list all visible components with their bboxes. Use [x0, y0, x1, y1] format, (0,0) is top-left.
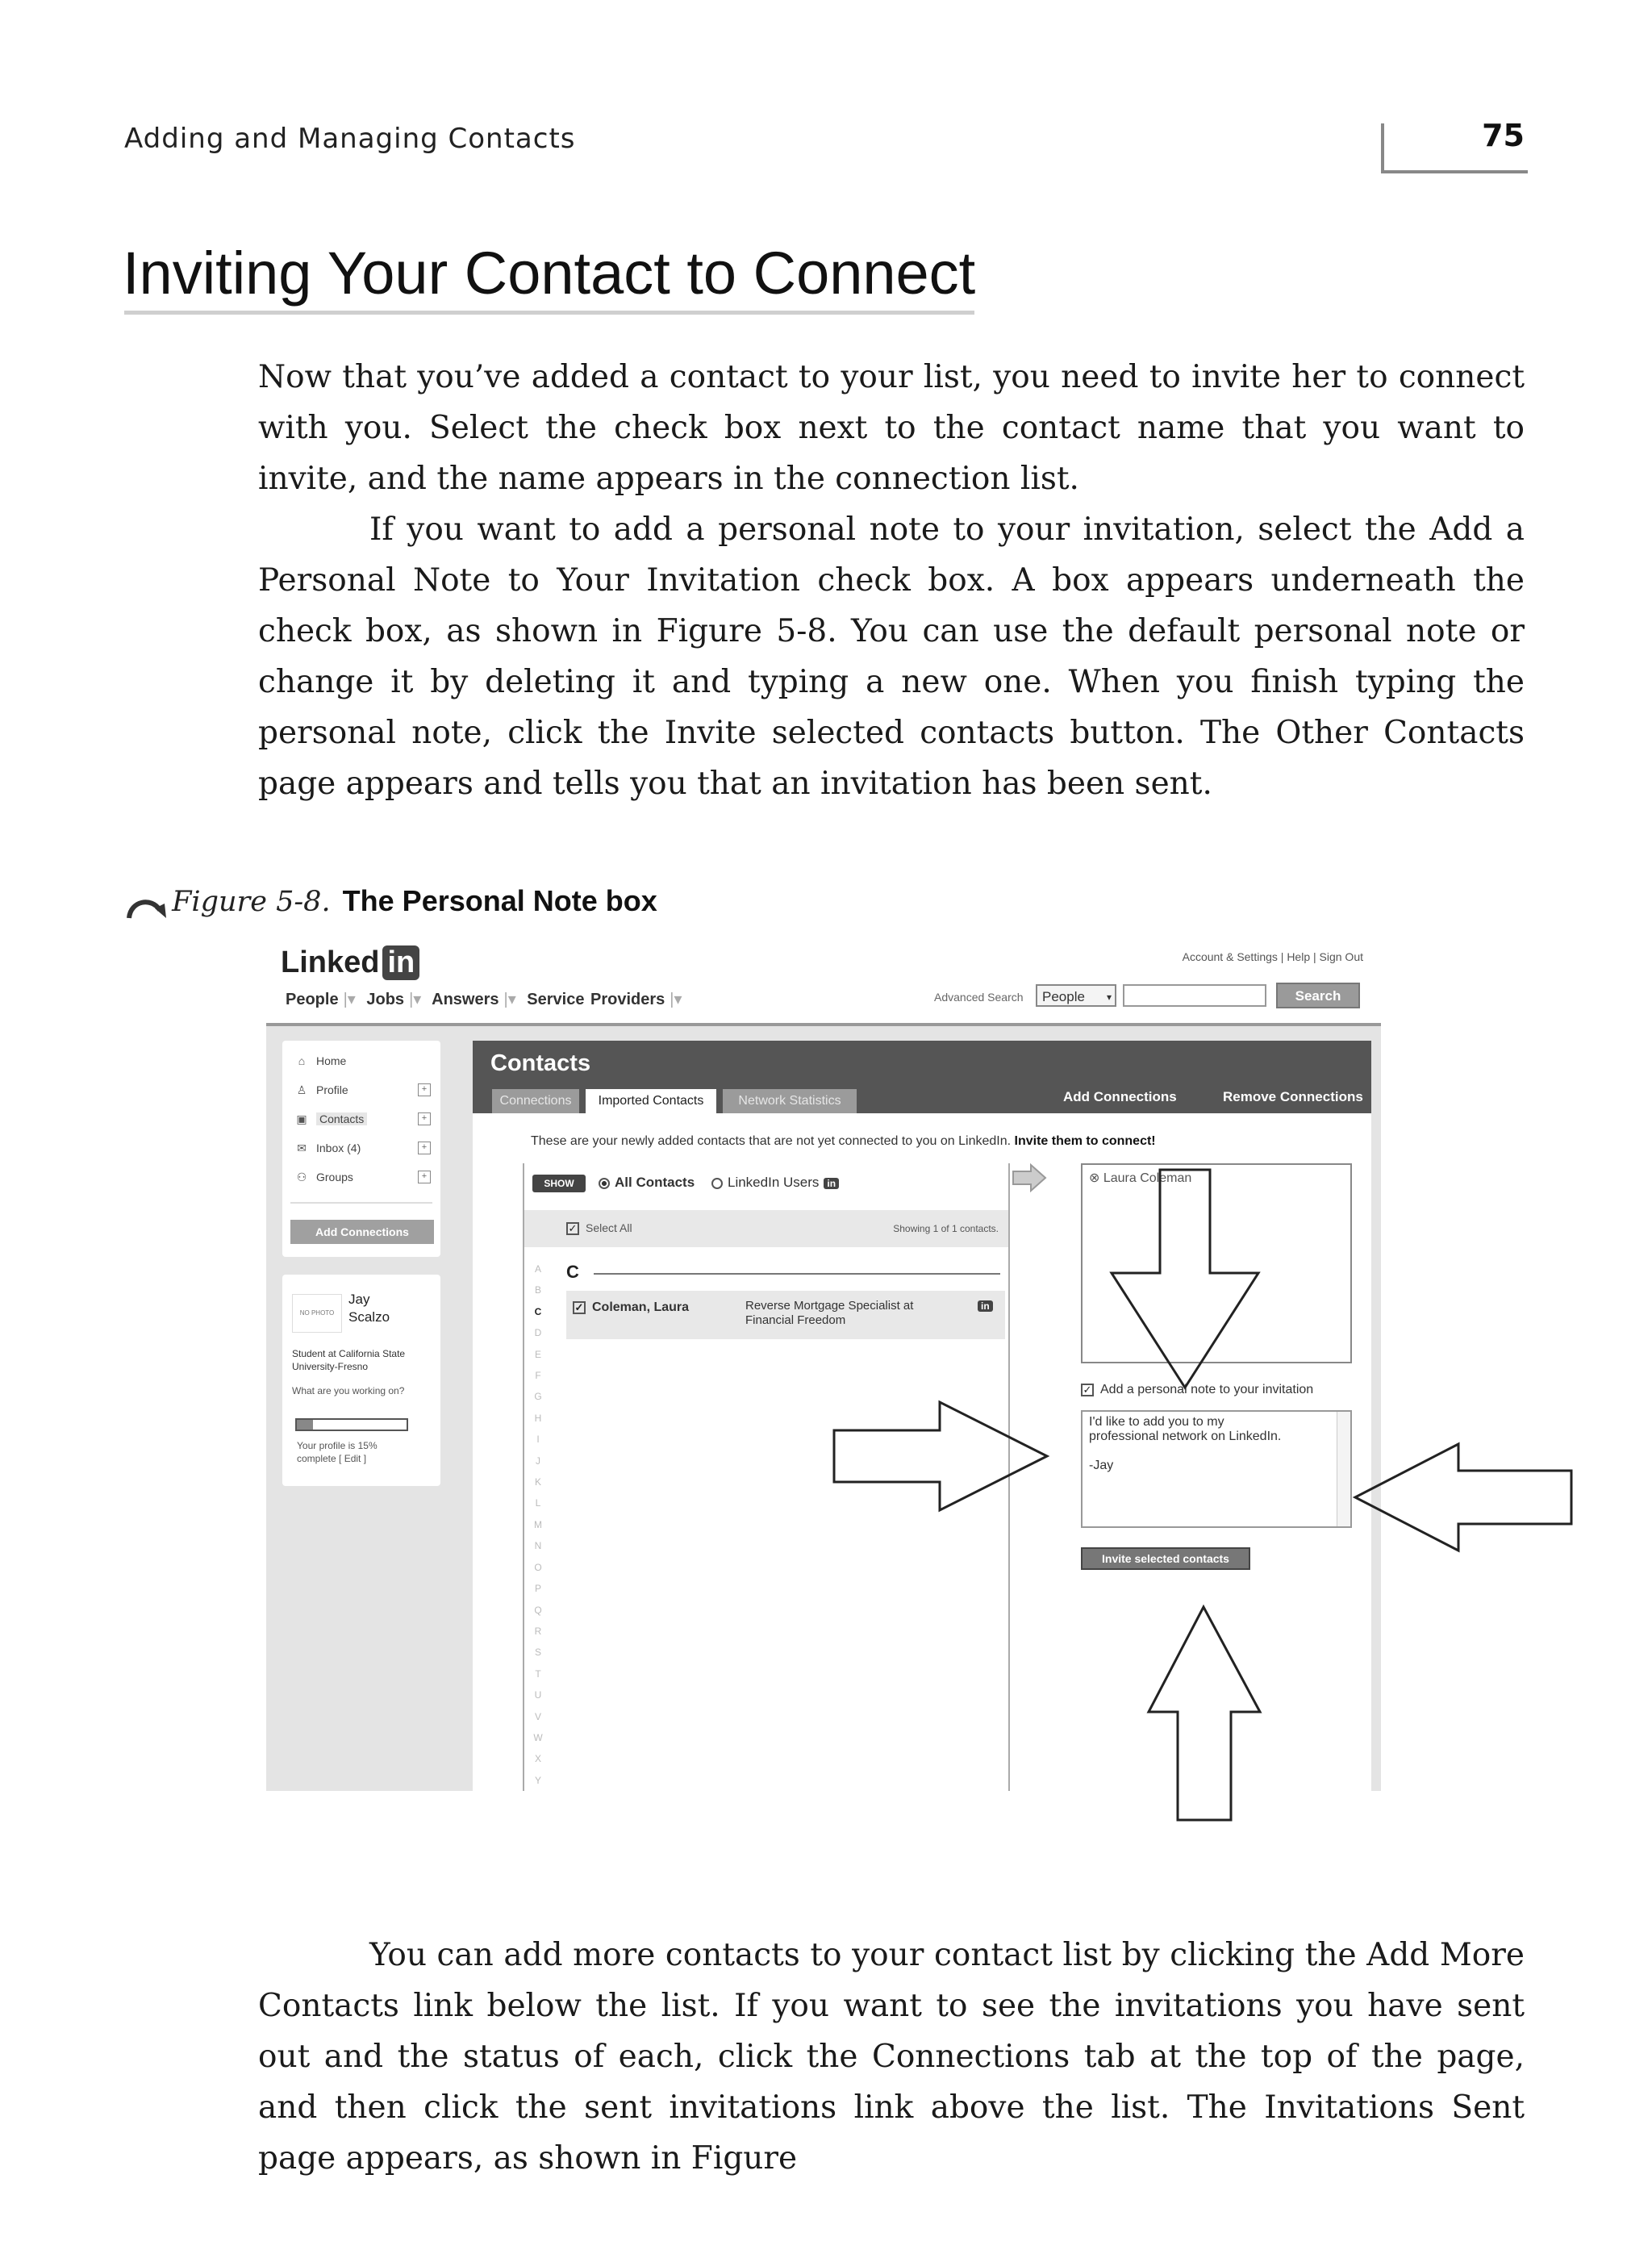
add-connections-button[interactable]: Add Connections	[290, 1220, 434, 1244]
radio-icon	[711, 1178, 723, 1189]
nav-service-providers[interactable]: Service Providers	[527, 991, 665, 1008]
alphabet-letter[interactable]: F	[535, 1370, 541, 1382]
person-icon: ♙	[296, 1083, 307, 1096]
contacts-icon: ▣	[296, 1112, 307, 1125]
tab-connections[interactable]: Connections	[492, 1089, 579, 1113]
tab-network-statistics[interactable]: Network Statistics	[723, 1089, 857, 1113]
alphabet-letter[interactable]: N	[534, 1540, 542, 1552]
alphabet-letter[interactable]: B	[534, 1284, 541, 1296]
profile-completion: Your profile is 15% complete [ Edit ]	[297, 1440, 378, 1464]
profile-name[interactable]: Jay Scalzo	[348, 1292, 390, 1325]
contacts-header	[473, 1041, 1371, 1113]
figure-arrow-icon	[124, 894, 168, 921]
alphabet-letter[interactable]: Q	[534, 1604, 542, 1616]
paragraph-2: If you want to add a personal note to your invitation, select the Add a Personal Note to Your Invitation check box. A box appears underneath the check box, as shown in Figure 5-8. You can use the default personal note or change it by deleting it and typing a new one. When you finish typing the personal note, click the Invite selected contacts button. The Other Contacts page appears and tells you that an invitation has been sent.	[258, 511, 1525, 802]
contact-checkbox[interactable]: ✓ Coleman, Laura	[573, 1300, 689, 1315]
add-connections-link[interactable]: Add Connections	[1063, 1089, 1177, 1104]
alphabet-letter[interactable]: P	[534, 1583, 541, 1595]
alphabet-letter[interactable]: U	[534, 1689, 542, 1701]
contact-list	[523, 1163, 1010, 1791]
filter-row	[524, 1163, 1008, 1204]
profile-headline: Student at California State University-Fresno	[292, 1348, 406, 1372]
radio-icon	[599, 1178, 610, 1189]
show-label: SHOW	[532, 1175, 586, 1192]
advanced-search-link[interactable]: Advanced Search	[934, 991, 1024, 1004]
showing-count: Showing 1 of 1 contacts.	[893, 1223, 999, 1234]
alphabet-letter[interactable]: S	[534, 1647, 541, 1659]
search-input[interactable]	[1123, 984, 1266, 1007]
filter-linkedin-users[interactable]: LinkedIn Users in	[711, 1175, 839, 1191]
alphabet-letter[interactable]: G	[534, 1391, 542, 1403]
home-icon: ⌂	[298, 1054, 306, 1067]
body-text-top	[258, 352, 1525, 809]
sidebar-item-contacts[interactable]: ▣ Contacts +	[294, 1107, 431, 1131]
running-header: Adding and Managing Contacts	[124, 123, 576, 155]
expand-icon[interactable]: +	[418, 1083, 431, 1096]
linkedin-screenshot	[266, 936, 1381, 1791]
contacts-panel	[473, 1041, 1371, 1791]
select-all-row	[524, 1210, 1008, 1247]
scrollbar[interactable]	[1337, 1412, 1350, 1526]
alphabet-index[interactable]	[524, 1258, 552, 1791]
status-prompt[interactable]: What are you working on?	[292, 1385, 405, 1396]
remove-icon[interactable]: ⊗	[1089, 1171, 1100, 1185]
section-title-underline	[124, 311, 974, 315]
alphabet-letter[interactable]: E	[534, 1348, 541, 1360]
main-nav: People |▾ Jobs |▾ Answers |▾ Service Providers |▾	[286, 991, 682, 1008]
nav-answers[interactable]: Answers	[432, 991, 499, 1008]
inbox-icon: ✉	[297, 1142, 307, 1154]
sidebar-item-groups[interactable]: ⚇ Groups +	[294, 1165, 431, 1189]
profile-progress-fill	[297, 1420, 313, 1430]
nav-people[interactable]: People	[286, 991, 339, 1008]
profile-card	[282, 1275, 440, 1486]
alphabet-letter[interactable]: K	[534, 1476, 541, 1488]
checkbox-icon: ✓	[573, 1301, 586, 1314]
alphabet-letter[interactable]: C	[534, 1305, 542, 1317]
alphabet-letter[interactable]: V	[534, 1710, 541, 1722]
alphabet-letter[interactable]: L	[535, 1497, 541, 1509]
alphabet-letter[interactable]: H	[534, 1412, 542, 1424]
search-scope-select[interactable]: People ▾	[1036, 984, 1116, 1007]
body-text-bottom	[258, 1930, 1525, 2184]
page-title: Contacts	[490, 1050, 591, 1076]
personal-note-checkbox[interactable]: ✓ Add a personal note to your invitation	[1081, 1383, 1313, 1397]
search-button[interactable]: Search	[1276, 983, 1360, 1008]
group-letter: C	[566, 1262, 579, 1282]
select-all-checkbox[interactable]: ✓ Select All	[566, 1221, 632, 1235]
callout-arrow-left-icon	[1355, 1444, 1571, 1551]
checkbox-icon: ✓	[1081, 1384, 1094, 1396]
arrow-right-icon	[1012, 1163, 1047, 1192]
figure-title: The Personal Note box	[342, 884, 657, 917]
paragraph-3: You can add more contacts to your contact list by clicking the Add More Contacts link below the list. If you want to see the invitations you have sent out and the status of each, click the Connections tab at the top of the page, and then click the sent invitations link above the list. The Invitations Sent page appears, as shown in Figure	[258, 1937, 1525, 2177]
linkedin-logo[interactable]: Linked in	[281, 945, 419, 980]
alphabet-letter[interactable]: T	[535, 1668, 541, 1680]
alphabet-letter[interactable]: Y	[534, 1774, 541, 1786]
nav-jobs[interactable]: Jobs	[366, 991, 405, 1008]
expand-icon[interactable]: +	[418, 1171, 431, 1183]
invite-selected-contacts-button[interactable]: Invite selected contacts	[1081, 1547, 1250, 1570]
selected-contacts-box	[1081, 1163, 1352, 1363]
personal-note-textarea[interactable]	[1081, 1410, 1352, 1528]
linkedin-icon: in	[978, 1300, 993, 1312]
figure-number: Figure 5-8.	[172, 886, 331, 918]
page-number: 75	[1482, 118, 1525, 153]
profile-progress-bar	[295, 1418, 408, 1431]
alphabet-letter[interactable]: D	[534, 1327, 542, 1339]
group-divider	[594, 1273, 1000, 1275]
alphabet-letter[interactable]: A	[534, 1263, 541, 1275]
filter-all-contacts[interactable]: All Contacts	[599, 1175, 695, 1191]
expand-icon[interactable]: +	[418, 1112, 431, 1125]
sidebar-item-inbox[interactable]: ✉ Inbox (4) +	[294, 1136, 431, 1160]
figure-caption	[124, 884, 657, 921]
contact-title: Reverse Mortgage Specialist at Financial Freedom	[745, 1299, 914, 1327]
selected-contact[interactable]: ⊗ Laura Coleman	[1089, 1171, 1192, 1185]
personal-note-text: I'd like to add you to my professional network on LinkedIn. -Jay	[1089, 1415, 1282, 1472]
alphabet-letter[interactable]: R	[534, 1625, 542, 1637]
alphabet-letter[interactable]: I	[536, 1434, 540, 1446]
alphabet-letter[interactable]: O	[534, 1561, 542, 1573]
chevron-down-icon: ▾	[1106, 991, 1112, 1003]
table-row[interactable]	[566, 1291, 1005, 1339]
alphabet-letter[interactable]: W	[533, 1731, 543, 1743]
paragraph-1: Now that you’ve added a contact to your list, you need to invite her to connect with you. Select the check box next to the contact name that you want to invite, and the name appears in the connection list.	[258, 359, 1525, 497]
expand-icon[interactable]: +	[418, 1142, 431, 1154]
remove-connections-link[interactable]: Remove Connections	[1223, 1089, 1363, 1104]
account-links[interactable]: Account & Settings | Help | Sign Out	[1182, 950, 1363, 963]
sidebar-item-profile[interactable]: ♙ Profile +	[294, 1078, 431, 1102]
alphabet-letter[interactable]: M	[534, 1518, 542, 1530]
linkedin-icon: in	[824, 1178, 839, 1189]
avatar: NO PHOTO	[292, 1294, 342, 1333]
alphabet-letter[interactable]: X	[534, 1753, 541, 1765]
checkbox-icon: ✓	[566, 1222, 579, 1235]
groups-icon: ⚇	[296, 1171, 307, 1183]
sidebar-item-home[interactable]: ⌂ Home	[294, 1049, 431, 1073]
alphabet-letter[interactable]: J	[536, 1455, 540, 1467]
tab-imported-contacts[interactable]: Imported Contacts	[586, 1089, 716, 1113]
import-notice: These are your newly added contacts that are not yet connected to you on LinkedIn. Invite them to connect!	[531, 1134, 1156, 1148]
section-title: Inviting Your Contact to Connect	[123, 240, 976, 307]
